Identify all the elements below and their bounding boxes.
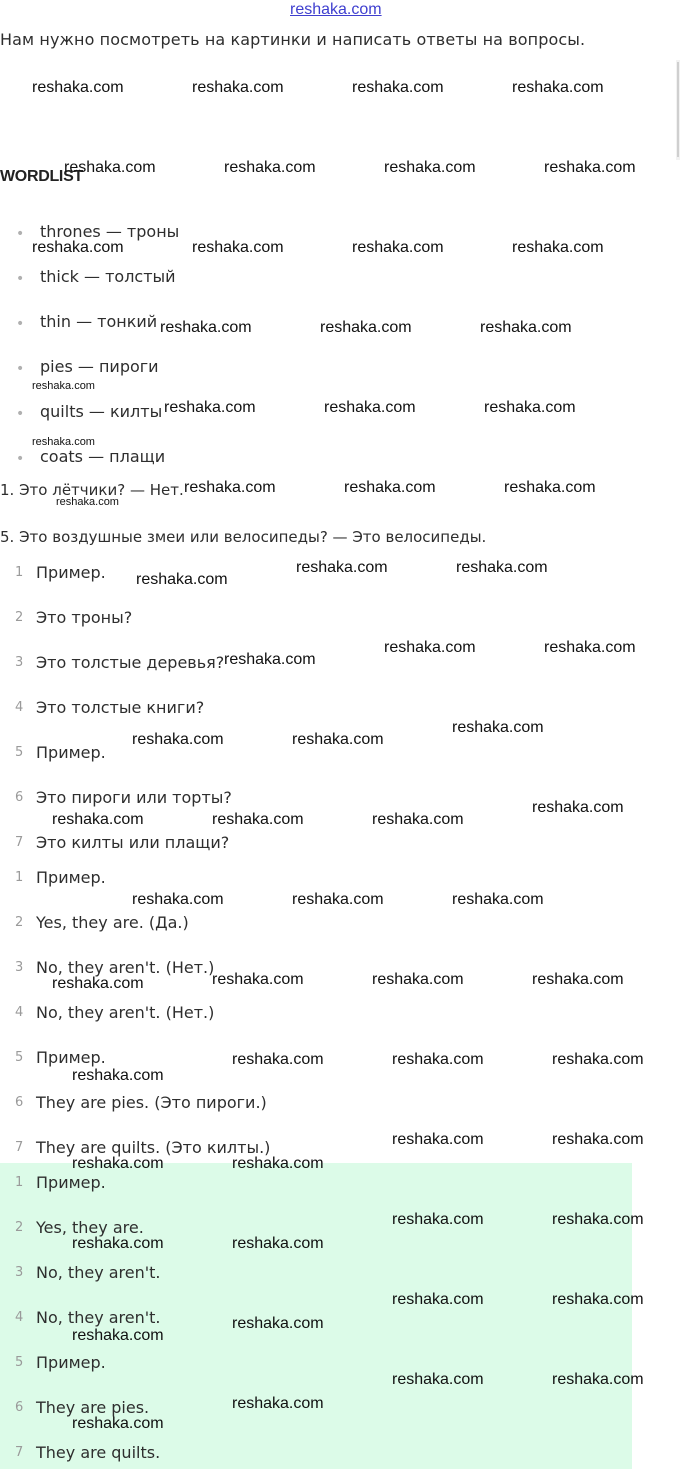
bullet-icon: • xyxy=(16,451,25,467)
watermark-text: reshaka.com xyxy=(324,399,416,416)
watermark-text: reshaka.com xyxy=(384,639,476,656)
list-number: 1 xyxy=(15,870,24,885)
list-number: 2 xyxy=(15,915,24,930)
bullet-icon: • xyxy=(16,271,25,287)
wordlist-item: thick — толстый xyxy=(40,267,176,286)
list-number: 1 xyxy=(15,565,24,580)
watermark-text: reshaka.com xyxy=(372,971,464,988)
watermark-text: reshaka.com xyxy=(552,1371,644,1388)
watermark-text: reshaka.com xyxy=(344,479,436,496)
list-item: Пример. xyxy=(36,1048,106,1067)
watermark-text: reshaka.com xyxy=(552,1211,644,1228)
watermark-text: reshaka.com xyxy=(392,1131,484,1148)
watermark-text: reshaka.com xyxy=(212,971,304,988)
list-item: Пример. xyxy=(36,1173,106,1192)
watermark-text: reshaka.com xyxy=(72,1067,164,1084)
example-line: 1. Это лётчики? — Нет. xyxy=(0,481,184,499)
watermark-text: reshaka.com xyxy=(72,1235,164,1252)
watermark-text: reshaka.com xyxy=(212,811,304,828)
wordlist-item: quilts — килты xyxy=(40,402,163,421)
list-number: 6 xyxy=(15,1095,24,1110)
watermark-text: reshaka.com xyxy=(392,1371,484,1388)
site-link[interactable]: reshaka.com xyxy=(290,1,382,18)
watermark-text: reshaka.com xyxy=(292,731,384,748)
watermark-text: reshaka.com xyxy=(392,1211,484,1228)
watermark-text: reshaka.com xyxy=(232,1235,324,1252)
watermark-text: reshaka.com xyxy=(72,1327,164,1344)
list-item: They are quilts. (Это килты.) xyxy=(36,1138,271,1157)
watermark-text: reshaka.com xyxy=(136,571,228,588)
watermark-text: reshaka.com xyxy=(552,1051,644,1068)
list-item: No, they aren't. xyxy=(36,1263,161,1282)
watermark-text: reshaka.com xyxy=(452,719,544,736)
watermark-text: reshaka.com xyxy=(232,1051,324,1068)
watermark-text: reshaka.com xyxy=(164,399,256,416)
wordlist-item: thin — тонкий xyxy=(40,312,158,331)
list-item: No, they aren't. (Нет.) xyxy=(36,1003,215,1022)
list-number: 7 xyxy=(15,835,24,850)
list-number: 5 xyxy=(15,745,24,760)
list-item: Пример. xyxy=(36,868,106,887)
watermark-text: reshaka.com xyxy=(532,799,624,816)
list-item: Yes, they are. (Да.) xyxy=(36,913,189,932)
list-item: No, they aren't. xyxy=(36,1308,161,1327)
watermark-text: reshaka.com xyxy=(232,1395,324,1412)
bullet-icon: • xyxy=(16,406,25,422)
list-number: 4 xyxy=(15,700,24,715)
watermark-text: reshaka.com xyxy=(544,159,636,176)
watermark-text: reshaka.com xyxy=(132,731,224,748)
list-number: 4 xyxy=(15,1005,24,1020)
wordlist-item: thrones — троны xyxy=(40,222,180,241)
watermark-text: reshaka.com xyxy=(232,1315,324,1332)
watermark-text: reshaka.com xyxy=(32,79,124,96)
watermark-text: reshaka.com xyxy=(552,1291,644,1308)
list-item: Это толстые книги? xyxy=(36,698,205,717)
list-number: 2 xyxy=(15,610,24,625)
list-number: 3 xyxy=(15,960,24,975)
list-item: No, they aren't. (Нет.) xyxy=(36,958,215,977)
list-number: 6 xyxy=(15,790,24,805)
watermark-text: reshaka.com xyxy=(480,319,572,336)
watermark-text: reshaka.com xyxy=(184,479,276,496)
list-item: They are pies. xyxy=(36,1398,150,1417)
list-item: Это толстые деревья? xyxy=(36,653,225,672)
list-number: 4 xyxy=(15,1310,24,1325)
watermark-text: reshaka.com xyxy=(132,891,224,908)
watermark-text: reshaka.com xyxy=(552,1131,644,1148)
watermark-text: reshaka.com xyxy=(384,159,476,176)
watermark-text: reshaka.com xyxy=(160,319,252,336)
watermark-text: reshaka.com xyxy=(72,1415,164,1432)
list-number: 5 xyxy=(15,1050,24,1065)
scrollbar-thumb[interactable] xyxy=(677,62,679,157)
list-number: 7 xyxy=(15,1445,24,1460)
watermark-text: reshaka.com xyxy=(296,559,388,576)
wordlist-title: WORDLIST xyxy=(0,168,83,185)
watermark-text: reshaka.com xyxy=(392,1291,484,1308)
intro-text: Нам нужно посмотреть на картинки и написать ответы на вопросы. xyxy=(0,30,586,49)
watermark-text: reshaka.com xyxy=(292,891,384,908)
watermark-text: reshaka.com xyxy=(32,436,95,448)
watermark-text: reshaka.com xyxy=(512,239,604,256)
list-item: Пример. xyxy=(36,1353,106,1372)
list-item: Это килты или плащи? xyxy=(36,833,230,852)
watermark-text: reshaka.com xyxy=(456,559,548,576)
watermark-text: reshaka.com xyxy=(484,399,576,416)
watermark-text: reshaka.com xyxy=(72,1155,164,1172)
watermark-text: reshaka.com xyxy=(352,79,444,96)
list-number: 1 xyxy=(15,1175,24,1190)
list-item: Это пироги или торты? xyxy=(36,788,232,807)
list-item: Пример. xyxy=(36,563,106,582)
watermark-text: reshaka.com xyxy=(232,1155,324,1172)
list-number: 3 xyxy=(15,655,24,670)
example-line: 5. Это воздушные змеи или велосипеды? — Это велосипеды. xyxy=(0,528,487,546)
watermark-text: reshaka.com xyxy=(32,239,124,256)
watermark-text: reshaka.com xyxy=(192,239,284,256)
watermark-text: reshaka.com xyxy=(512,79,604,96)
watermark-text: reshaka.com xyxy=(504,479,596,496)
watermark-text: reshaka.com xyxy=(544,639,636,656)
bullet-icon: • xyxy=(16,361,25,377)
watermark-text: reshaka.com xyxy=(320,319,412,336)
watermark-text: reshaka.com xyxy=(56,496,119,508)
list-number: 6 xyxy=(15,1400,24,1415)
watermark-text: reshaka.com xyxy=(52,811,144,828)
list-number: 3 xyxy=(15,1265,24,1280)
list-number: 5 xyxy=(15,1355,24,1370)
watermark-text: reshaka.com xyxy=(64,159,156,176)
watermark-text: reshaka.com xyxy=(224,651,316,668)
watermark-text: reshaka.com xyxy=(452,891,544,908)
list-item: Yes, they are. xyxy=(36,1218,144,1237)
list-item: Это троны? xyxy=(36,608,133,627)
watermark-text: reshaka.com xyxy=(352,239,444,256)
list-item: They are pies. (Это пироги.) xyxy=(36,1093,267,1112)
bullet-icon: • xyxy=(16,226,25,242)
list-item: Пример. xyxy=(36,743,106,762)
watermark-text: reshaka.com xyxy=(224,159,316,176)
wordlist-item: coats — плащи xyxy=(40,447,166,466)
list-item: They are quilts. xyxy=(36,1443,161,1462)
watermark-text: reshaka.com xyxy=(52,975,144,992)
watermark-text: reshaka.com xyxy=(532,971,624,988)
bullet-icon: • xyxy=(16,316,25,332)
watermark-text: reshaka.com xyxy=(372,811,464,828)
watermark-text: reshaka.com xyxy=(392,1051,484,1068)
list-number: 7 xyxy=(15,1140,24,1155)
watermark-text: reshaka.com xyxy=(32,380,95,392)
watermark-text: reshaka.com xyxy=(192,79,284,96)
list-number: 2 xyxy=(15,1220,24,1235)
wordlist-item: pies — пироги xyxy=(40,357,159,376)
